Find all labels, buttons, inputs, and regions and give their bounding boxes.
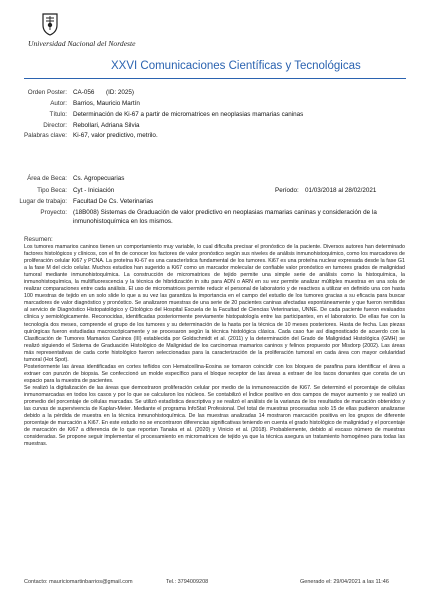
footer-contact-email: Contacto: mauriciomartinbarrios@gmail.com xyxy=(24,579,133,585)
tipo-beca-value: Cyt - Iniciación xyxy=(73,187,115,194)
orden-poster-value: CA-056 xyxy=(73,89,95,96)
footer-phone: Tel.: 3794009208 xyxy=(166,579,209,585)
footer-generated-date: Generado el: 29/04/2021 a las 11:46 xyxy=(300,579,389,585)
university-logo xyxy=(28,12,158,56)
titulo-value: Determinación de Ki-67 a partir de micromatrices en neoplasias mamarias caninas xyxy=(73,111,304,118)
area-beca-value: Cs. Agropecuarias xyxy=(73,175,125,182)
proyecto-label: Proyecto: xyxy=(40,209,67,216)
palabras-clave-label: Palabras clave: xyxy=(23,132,67,139)
abstract-body xyxy=(24,244,405,448)
university-name: Universidad Nacional del Nordeste xyxy=(28,39,136,48)
autor-label: Autor: xyxy=(50,100,67,107)
lugar-trabajo-value: Facultad De Cs. Veterinarias xyxy=(73,198,154,205)
event-title: XXVI Comunicaciones Científicas y Tecnológicas xyxy=(111,60,361,72)
university-crest-icon xyxy=(41,12,59,36)
abstract-paragraph: Posteriormente las áreas identificadas en cortes teñidos con Hematoxilina-Eosina se tomaron coincidir con los bloques de parafina para identificar el área a extraer con punzón de biopsia. Se confeccionó un molde específico para el bloque receptor de las áreas a extraer de los tacos donantes que consta de un espacio para la muestra de pacientes. xyxy=(24,363,405,384)
orden-poster-id: (ID: 2025) xyxy=(106,89,134,96)
periodo-label: Período: xyxy=(275,187,299,194)
title-divider xyxy=(24,78,406,79)
tipo-beca-label: Tipo Beca: xyxy=(37,187,67,194)
titulo-label: Título: xyxy=(49,111,67,118)
orden-poster-label: Orden Poster: xyxy=(27,89,67,96)
autor-value: Barrios, Mauricio Martín xyxy=(73,100,140,107)
area-beca-label: Área de Beca: xyxy=(27,175,67,182)
director-value: Rebollari, Adriana Silvia xyxy=(73,122,140,129)
proyecto-value: (18B008) Sistemas de Graduación de valor predictivo en neoplasias mamarias caninas y consideración de la xyxy=(73,209,377,216)
proyecto-value-line2: inmunohistoquímica en los mismos. xyxy=(73,218,173,225)
abstract-label: Resumen: xyxy=(24,236,53,243)
abstract-paragraph: Los tumores mamarios caninos tienen un comportamiento muy variable, lo cual dificulta precisar el pronóstico de la paciente. Diversos autores han determinado factores histológicos y clínicos, con el fin de conocer los factores de valor pronóstico según sus niveles de análisis inmunohistoquímico, como los marcadores de proliferación celular Ki67 y PCNA. La proteína Ki-67 es una característica fundamental de los tumores. Ki67 es una proteína nuclear expresada desde la fase G1 a la fase M del ciclo celular. Muchos estudios han sugerido a Ki67 como un marcador molecular de confiable valor pronóstico en tumores grados de malignidad tumoral mediante inmunohistoquímica. La construcción de micromatrices de tejido permite una simple serie de análisis como la histoquímica, la inmunohistoquímica, la multifluorescencia y la técnica de hibridización in situ para ADN o ARN en su vez permite analizar múltiples muestras en una sola de realizar comparaciones entre cada análisis. El uso de micromatrices permite reducir el personal de laboratorio y de reactivos a utilizar en definido una con hasta 100 muestras de tejido en un solo slide lo que a su vez las garantiza la importancia en el campo del estudio de los tumores gracias a su eficacia para buscar marcadores de valor diagnóstico y pronóstico. Se analizaron muestras de una serie de 20 pacientes caninas afectadas espontáneamente y que fueron remitidas al servicio de Diagnóstico Histopatológico y Citológico del Hospital Escuela de la Facultad de Ciencias Veterinarias, UNNE. De cada paciente fueron evaluados clínica y semiológicamente. Reconocidas, identificadas posteriormente previamente histopatología entre las participantes, en el laboratorio. De ellas fue con la tecnología dos meses, comprende el grupo de los tumores y su determinación de la hasta por la técnica de 10 meses posteriores. Hasta de fecha. Las piezas quirúrgicas fueron estudiadas macroscópicamente y se procesaron según la técnica histológica clásica. Cada caso fue así diagnosticado de acuerdo con la Clasificación de Tumores Mamarios Caninos (III) establecida por Goldschmidt et al. (2011) y la determinación del Grado de Malignidad Histológica (GMH) se realizó siguiendo el Sistema de Graduación Histológico de Malignidad de los carcinomas mamarios caninos y felinos propuesto por Misdorp (2002). Las áreas más representativas de cada corte histológico fueron seleccionadas para la caracterización de la proliferación tumoral en cada área con mayor celularidad tumoral (Hot Spot). xyxy=(24,244,405,363)
lugar-trabajo-label: Lugar de trabajo: xyxy=(19,198,67,205)
palabras-clave-value: Ki-67, valor predictivo, metrilo. xyxy=(73,132,158,139)
abstract-paragraph: Se realizó la digitalización de las áreas que demostraron proliferación celular por medio de la inmunoreacción de Ki67. Se determinó el porcentaje de células inmunomarcadas en todos los casos y por lo que se calcularon los núcleos. Se contabilizó el Índice positivo en dos campos de mayor aumento y se realizó un promedio del porcentaje de células marcadas. Se utilizó estadística descriptiva y se realizó el análisis de la varianza de los resultados de marcación obtenidos y las curvas de supervivencia de Kaplan-Meier. Mediante el programa InfoStat Profesional. Del total de muestras procesadas solo 15 de ellas pudieron analizarse debido a la pérdida de muestra en la técnica inmunohistoquímica. De las muestras analizadas 14 mostraron marcación positiva en los grupos de diferente porcentaje de marcación a Ki67. En este estudio no se encontraron diferencias significativas teniendo en cuenta el grado histológico de malignidad y el porcentaje de marcación de Ki67 a diferencia de lo que reportan Tanaka et al. (2020) y Vinicio et al. (2018). Probablemente, debido al escaso número de muestras consideradas. Se propone seguir implementar el procesamiento en micromatrices de tejido ya que la técnica asegura un tratamiento homogéneo para todas las muestras. xyxy=(24,384,405,448)
periodo-value: 01/03/2018 al 28/02/2021 xyxy=(305,187,377,194)
director-label: Director: xyxy=(43,122,67,129)
